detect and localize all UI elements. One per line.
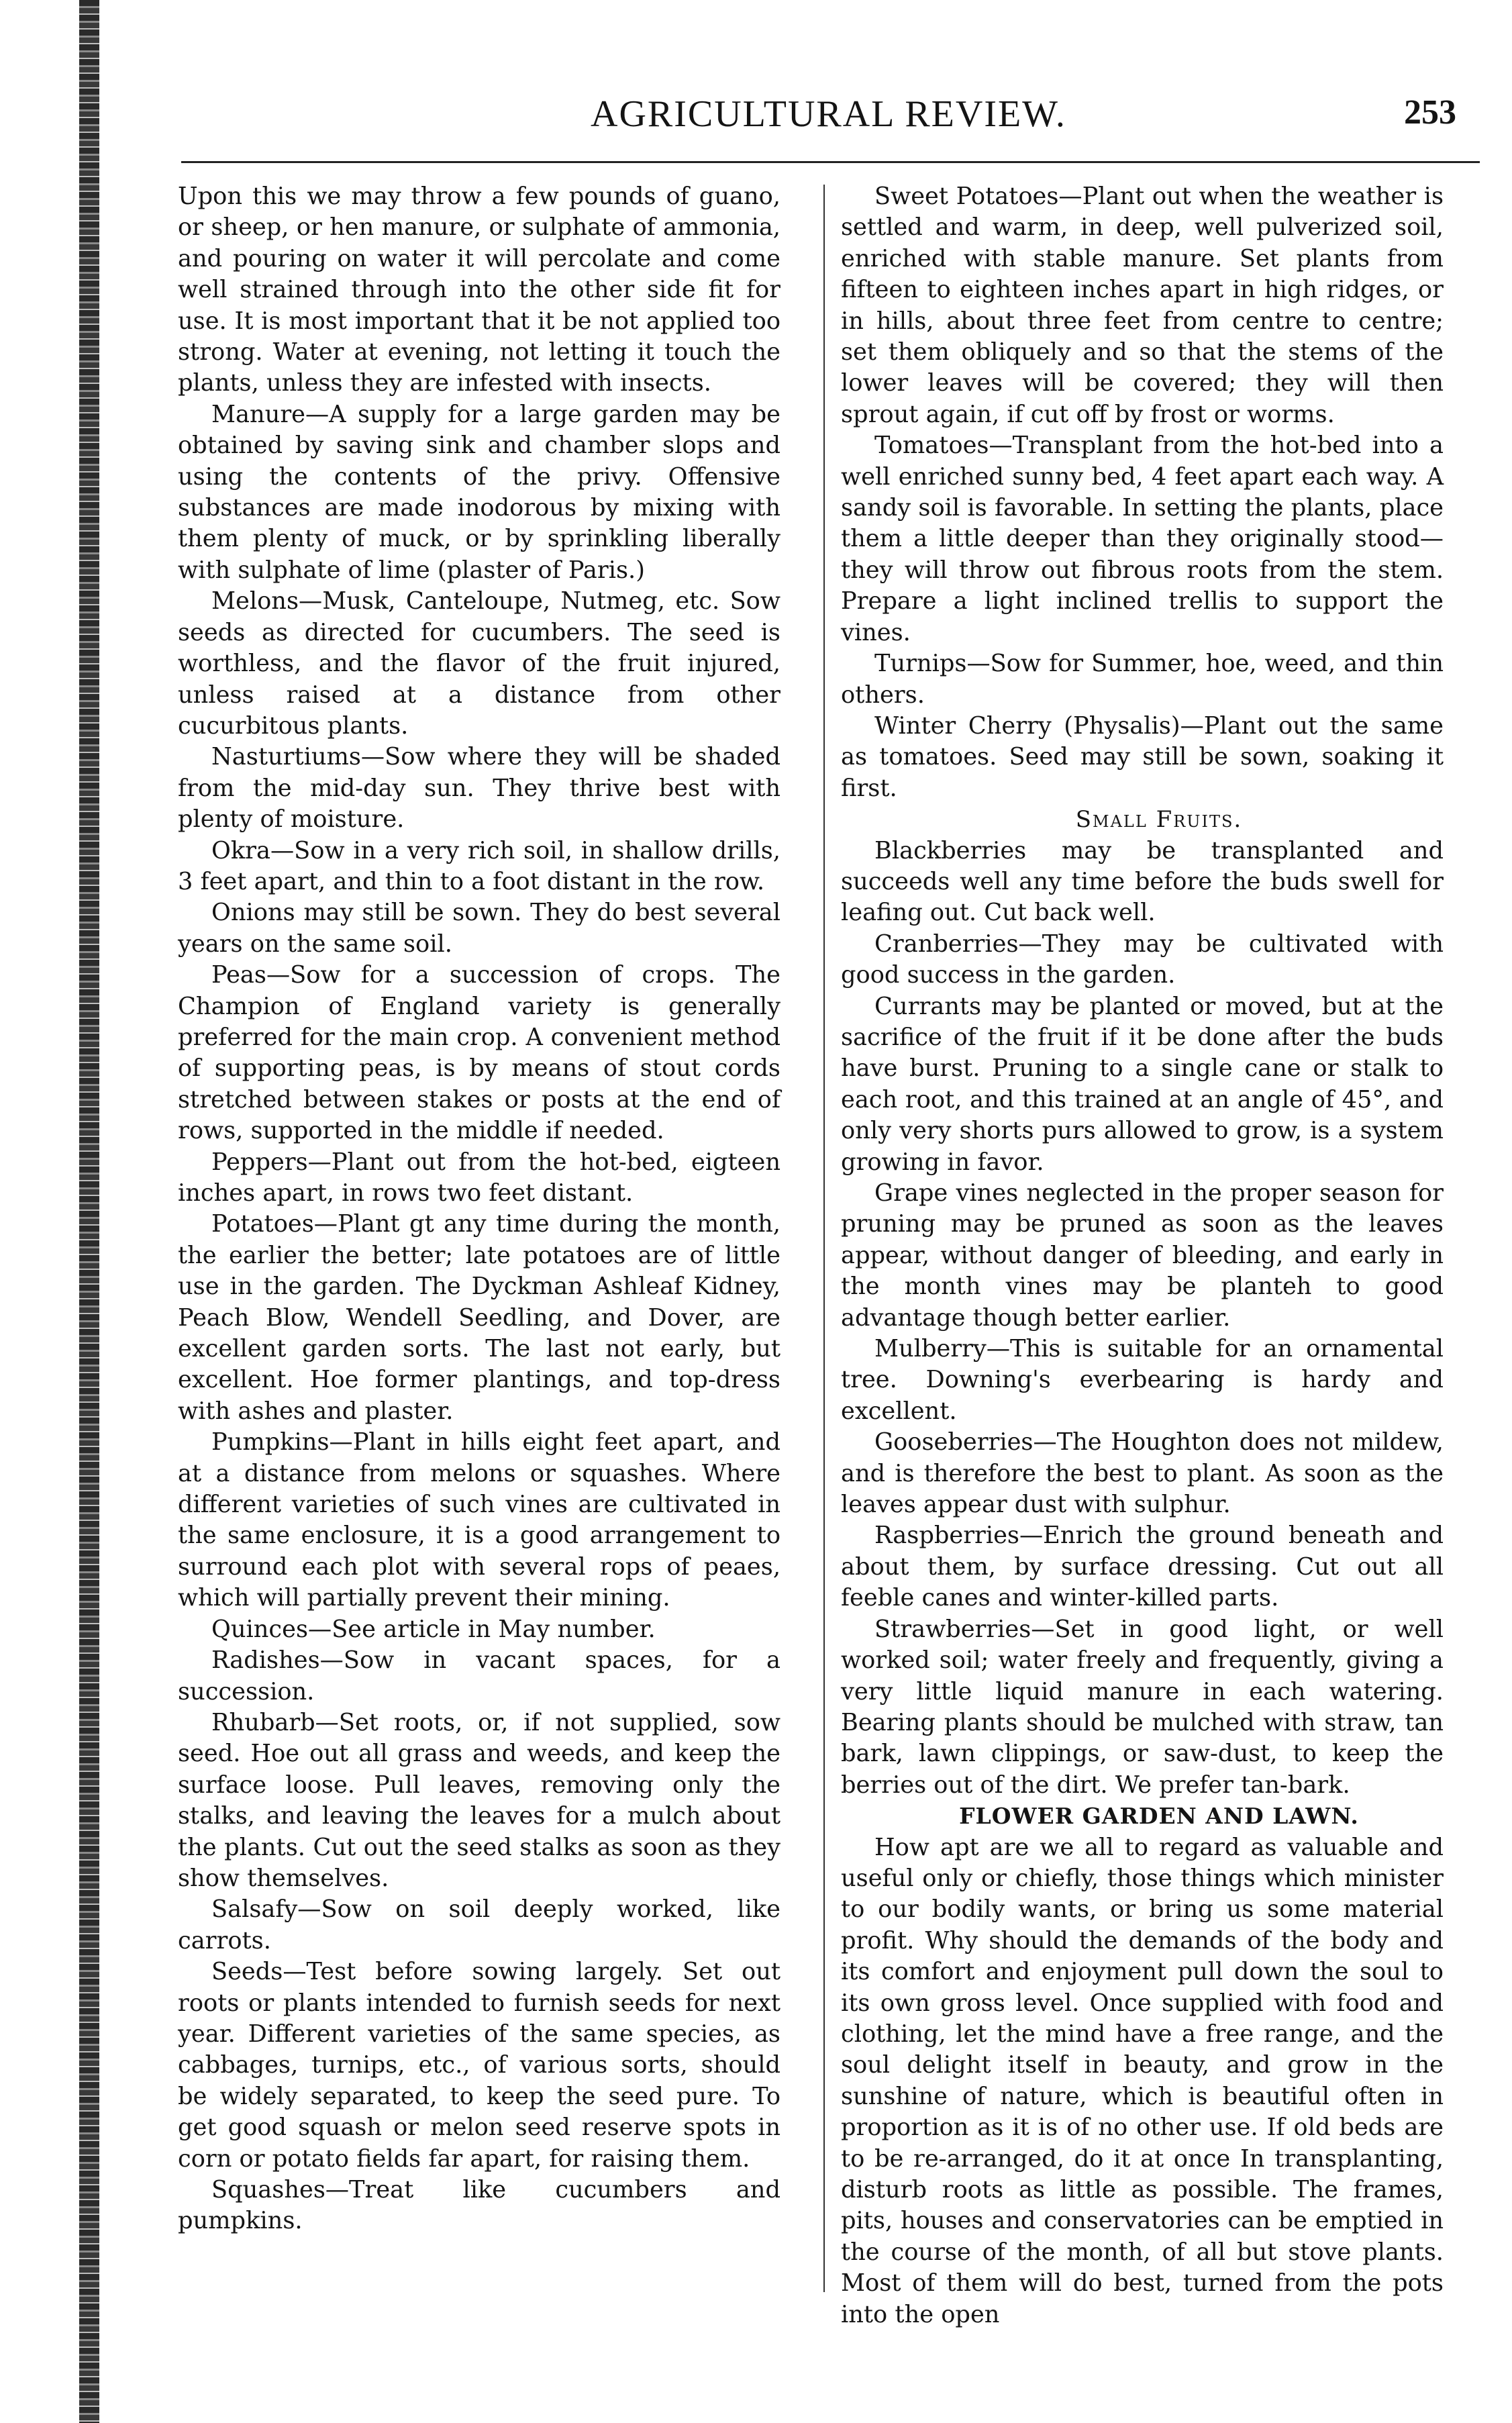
paragraph-flower-garden: How apt are we all to regard as valuable and useful only or chiefly, those things which minister to our bodily wants, or bring us some material profit. Why should the demands of the body and its comfort and enjoyment pull down the soul to its own gross level. Once supplied with food and clothing, let the mind have a free range, and the soul delight itself in beauty, and grow in the sunshine of nature, which is beautiful often in proportion as it is of no other use. If old beds are to be re-arranged, do it at once In transplanting, disturb roots as little as possible. The frames, pits, houses and conservatories can be emptied in the course of the month, of all but stove plants. Most of them will do best, turned from the pots into the open [841,1833,1444,2328]
header-rule [181,161,1480,163]
paragraph-grape-vines: Grape vines neglected in the proper season for pruning may be pruned as soon as the leaves appear, without danger of bleeding, and early in the month vines may be planteh to good advantage though better earlier. [841,1179,1444,1332]
paragraph-nasturtiums: Nasturtiums—Sow where they will be shaded from the mid-day sun. They thrive best with plenty of moisture. [178,743,780,834]
paragraph-gooseberries: Gooseberries—The Houghton does not mildew, and is therefore the best to plant. As soon as the leaves appear dust with sulphur. [841,1428,1444,1519]
paragraph-squashes: Squashes—Treat like cucumbers and pumpkins. [178,2176,780,2235]
paragraph-pumpkins: Pumpkins—Plant in hills eight feet apart, and at a distance from melons or squashes. Where different varieties of such vines are cultivated in the same enclosure, it is a good arrangement to surround each plot with several rops of peaes, which will partially prevent their mining. [178,1428,780,1612]
paragraph-cranberries: Cranberries—They may be cultivated with good success in the garden. [841,930,1444,989]
column-divider [823,185,825,2292]
paragraph-sweet-potatoes: Sweet Potatoes—Plant out when the weather is settled and warm, in deep, well pulverized soil, enriched with stable manure. Set plants from fifteen to eighteen inches apart in high ridges, or in hills, about three feet from centre to centre; set them obliquely and so that the stems of the lower leaves will be covered; they will then sprout again, if cut off by frost or worms. [841,183,1444,428]
paragraph-quinces: Quinces—See article in May number. [211,1615,656,1643]
paragraph-currants: Currants may be planted or moved, but at the sacrifice of the fruit if it be done after the buds have burst. Pruning to a single cane or stalk to each root, and this trained at an angle of 45°, and only very shorts purs allowed to grow, is a system growing in favor. [841,992,1444,1176]
paragraph-raspberries: Raspberries—Enrich the ground beneath and about them, by surface dressing. Cut out all feeble canes and winter-killed parts. [841,1522,1444,1612]
paragraph-peas: Peas—Sow for a succession of crops. The Champion of England variety is generally preferred for the main crop. A convenient method of supporting peas, is by means of stout cords stretched between stakes or posts at the end of rows, supported in the middle if needed. [178,961,780,1145]
page-header [591,93,1456,140]
paragraph-onions: Onions may still be sown. They do best several years on the same soil. [178,899,780,958]
paragraph-blackberries: Blackberries may be transplanted and succeeds well any time before the buds swell for leafing out. Cut back well. [841,836,1444,927]
paragraph: Upon this we may throw a few pounds of guano, or sheep, or hen manure, or sulphate of ammonia, and pouring on water it will percolate and come well strained through into the other side fit for use. It is most important that it be not applied too strong. Water at evening, not letting it touch the plants, unless they are infested with insects. [178,183,780,397]
paragraph-okra: Okra—Sow in a very rich soil, in shallow drills, 3 feet apart, and thin to a foot distant in the row. [178,836,780,895]
paragraph-strawberries: Strawberries—Set in good light, or well worked soil; water freely and frequently, giving a very little liquid manure in each watering. Bearing plants should be mulched with straw, tan bark, lawn clippings, or saw-dust, to keep the berries out of the dirt. We prefer tan-bark. [841,1615,1444,1799]
paragraph-tomatoes: Tomatoes—Transplant from the hot-bed into a well enriched sunny bed, 4 feet apart each way. A sandy soil is favorable. In setting the plants, place them a little deeper than they originally stood—they will throw out fibrous roots from the stem. Prepare a light inclined trellis to support the vines. [841,432,1444,646]
paragraph-manure: Manure—A supply for a large garden may be obtained by saving sink and chamber slops and using the contents of the privy. Offensive substances are made inodorous by mixing with them plenty of muck, or by sprinkling liberally with sulphate of lime (plaster of Paris.) [178,400,780,584]
paragraph-turnips: Turnips—Sow for Summer, hoe, weed, and thin others. [841,650,1444,709]
paragraph-potatoes: Potatoes—Plant gt any time during the month, the earlier the better; late potatoes are of little use in the garden. The Dyckman Ashleaf Kidney, Peach Blow, Wendell Seedling, and Dover, are excellent garden sorts. The last not early, but excellent. Hoe former plantings, and top-dress with ashes and plaster. [178,1210,780,1425]
flower-garden-heading: FLOWER GARDEN AND LAWN. [959,1803,1359,1830]
page-number: 253 [1404,93,1456,132]
paragraph-salsafy: Salsafy—Sow on soil deeply worked, like carrots. [178,1895,780,1955]
paragraph-seeds: Seeds—Test before sowing largely. Set out roots or plants intended to furnish seeds for next year. Different varieties of the same species, as cabbages, turnips, etc., of various sorts, should be widely separated, to keep the seed pure. To get good squash or melon seed reserve spots in corn or potato fields far apart, for raising them. [178,1958,780,2173]
page-binding-edge [79,0,99,2423]
paragraph-radishes: Radishes—Sow in vacant spaces, for a succession. [178,1646,780,1705]
running-title: AGRICULTURAL REVIEW. [591,93,1066,135]
paragraph-winter-cherry: Winter Cherry (Physalis)—Plant out the same as tomatoes. Seed may still be sown, soaking it first. [841,711,1444,802]
paragraph-mulberry: Mulberry—This is suitable for an ornamental tree. Downing's everbearing is hardy and excellent. [841,1335,1444,1425]
right-column [841,181,1444,2330]
small-fruits-heading: Small Fruits. [1075,806,1243,834]
left-column [178,181,780,2237]
paragraph-peppers: Peppers—Plant out from the hot-bed, eigteen inches apart, in rows two feet distant. [178,1148,780,1207]
paragraph-rhubarb: Rhubarb—Set roots, or, if not supplied, sow seed. Hoe out all grass and weeds, and keep the surface loose. Pull leaves, removing only the stalks, and leaving the leaves for a mulch about the plants. Cut out the seed stalks as soon as they show themselves. [178,1708,780,1892]
paragraph-melons: Melons—Musk, Canteloupe, Nutmeg, etc. Sow seeds as directed for cucumbers. The seed is worthless, and the flavor of the fruit injured, unless raised at a distance from other cucurbitous plants. [178,587,780,740]
